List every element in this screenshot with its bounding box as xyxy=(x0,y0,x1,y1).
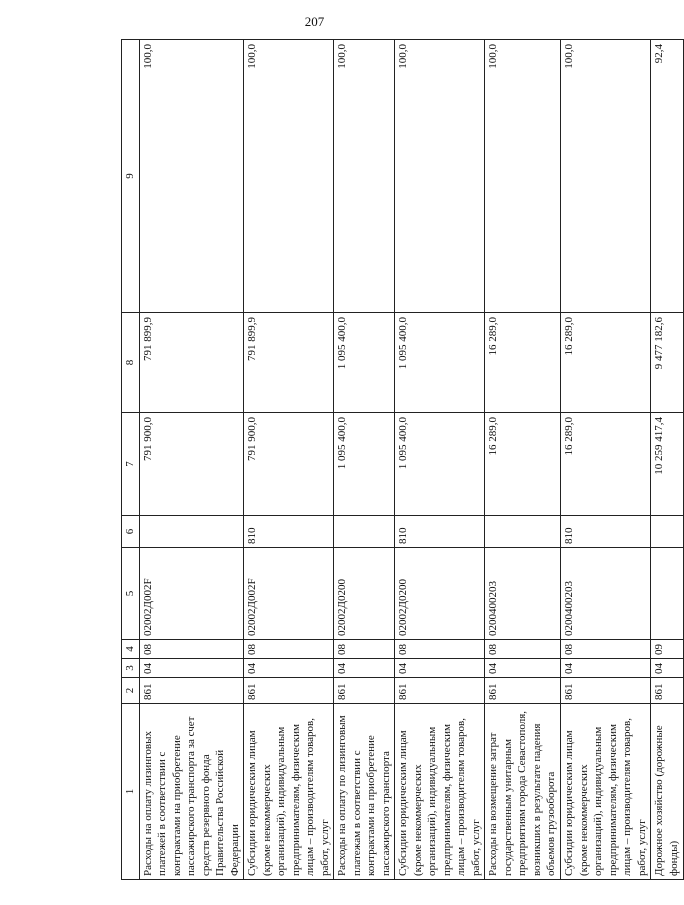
expense-type-cell: 810 xyxy=(395,516,485,548)
percent-cell: 100,0 xyxy=(244,40,334,313)
code-cell: 861 xyxy=(139,678,244,704)
header-cell: 9 xyxy=(122,40,140,313)
description-cell: Расходы на оплату лизинговых платежей в соответствии с контрактами на приобретение пассажирского транспорта за счет средств резервного фонда Правительства Российской Федерации xyxy=(139,704,244,880)
actual-amount-cell: 1 095 400,0 xyxy=(334,313,395,413)
expense-type-cell xyxy=(139,516,244,548)
actual-amount-cell: 791 899,9 xyxy=(139,313,244,413)
target-article-cell: 02002Д0200 xyxy=(395,548,485,640)
section-cell: 04 xyxy=(139,659,244,678)
planned-amount-cell: 791 900,0 xyxy=(139,413,244,516)
subsection-cell: 08 xyxy=(485,640,561,659)
subsection-cell: 08 xyxy=(395,640,485,659)
subsection-cell: 09 xyxy=(651,640,683,659)
description-cell: Дорожное хозяйство (дорожные фонды) xyxy=(651,704,683,880)
header-cell: 4 xyxy=(122,640,140,659)
subsection-cell: 08 xyxy=(244,640,334,659)
header-row xyxy=(122,40,140,880)
code-cell: 861 xyxy=(244,678,334,704)
code-cell: 861 xyxy=(395,678,485,704)
actual-amount-cell: 16 289,0 xyxy=(561,313,651,413)
actual-amount-cell: 16 289,0 xyxy=(485,313,561,413)
target-article-cell: 0200400203 xyxy=(485,548,561,640)
expense-type-cell xyxy=(334,516,395,548)
section-cell: 04 xyxy=(651,659,683,678)
budget-table xyxy=(121,39,684,880)
description-cell: Субсидии юридическим лицам (кроме некоммерческих организаций), индивидуальным предпринимателям, физическим лицам – производителям товаров, работ, услуг xyxy=(395,704,485,880)
code-cell: 861 xyxy=(561,678,651,704)
percent-cell: 100,0 xyxy=(561,40,651,313)
section-cell: 04 xyxy=(561,659,651,678)
planned-amount-cell: 16 289,0 xyxy=(485,413,561,516)
planned-amount-cell: 16 289,0 xyxy=(561,413,651,516)
header-cell: 5 xyxy=(122,548,140,640)
section-cell: 04 xyxy=(395,659,485,678)
rotated-table-container xyxy=(121,40,680,880)
header-cell: 1 xyxy=(122,704,140,880)
actual-amount-cell: 791 899,9 xyxy=(244,313,334,413)
actual-amount-cell: 1 095 400,0 xyxy=(395,313,485,413)
planned-amount-cell: 1 095 400,0 xyxy=(395,413,485,516)
target-article-cell: 02002Д0200 xyxy=(334,548,395,640)
table-row xyxy=(244,40,334,880)
planned-amount-cell: 1 095 400,0 xyxy=(334,413,395,516)
target-article-cell: 02002Д002F xyxy=(139,548,244,640)
percent-cell: 100,0 xyxy=(334,40,395,313)
table-row xyxy=(395,40,485,880)
header-cell: 8 xyxy=(122,313,140,413)
target-article-cell: 02002Д002F xyxy=(244,548,334,640)
percent-cell: 92,4 xyxy=(651,40,683,313)
percent-cell: 100,0 xyxy=(485,40,561,313)
subsection-cell: 08 xyxy=(139,640,244,659)
table-row xyxy=(334,40,395,880)
target-article-cell: 0200400203 xyxy=(561,548,651,640)
code-cell: 861 xyxy=(485,678,561,704)
code-cell: 861 xyxy=(334,678,395,704)
description-cell: Расходы на возмещение затрат государственным унитарным предприятиям города Севастополя, возникших в результате падения объемов грузооборота xyxy=(485,704,561,880)
section-cell: 04 xyxy=(485,659,561,678)
table-row xyxy=(485,40,561,880)
description-cell: Субсидии юридическим лицам (кроме некоммерческих организаций), индивидуальным предпринимателям, физическим лицам – производителям товаров, работ, услуг xyxy=(561,704,651,880)
subsection-cell: 08 xyxy=(561,640,651,659)
expense-type-cell xyxy=(485,516,561,548)
planned-amount-cell: 10 259 417,4 xyxy=(651,413,683,516)
percent-cell: 100,0 xyxy=(139,40,244,313)
header-cell: 7 xyxy=(122,413,140,516)
description-cell: Субсидии юридическим лицам (кроме некоммерческих организаций), индивидуальным предпринимателям, физическим лицам – производителям товаров, работ, услуг xyxy=(244,704,334,880)
code-cell: 861 xyxy=(651,678,683,704)
header-cell: 3 xyxy=(122,659,140,678)
table-row xyxy=(561,40,651,880)
target-article-cell xyxy=(651,548,683,640)
table-row xyxy=(139,40,244,880)
section-cell: 04 xyxy=(244,659,334,678)
actual-amount-cell: 9 477 182,6 xyxy=(651,313,683,413)
expense-type-cell: 810 xyxy=(561,516,651,548)
page-number: 207 xyxy=(304,14,325,29)
percent-cell: 100,0 xyxy=(395,40,485,313)
expense-type-cell xyxy=(651,516,683,548)
description-cell: Расходы на оплату по лизинговым платежам в соответствии с контрактами на приобретение пассажирского транспорта xyxy=(334,704,395,880)
section-cell: 04 xyxy=(334,659,395,678)
expense-type-cell: 810 xyxy=(244,516,334,548)
subsection-cell: 08 xyxy=(334,640,395,659)
header-cell: 6 xyxy=(122,516,140,548)
table-row xyxy=(651,40,683,880)
planned-amount-cell: 791 900,0 xyxy=(244,413,334,516)
header-cell: 2 xyxy=(122,678,140,704)
